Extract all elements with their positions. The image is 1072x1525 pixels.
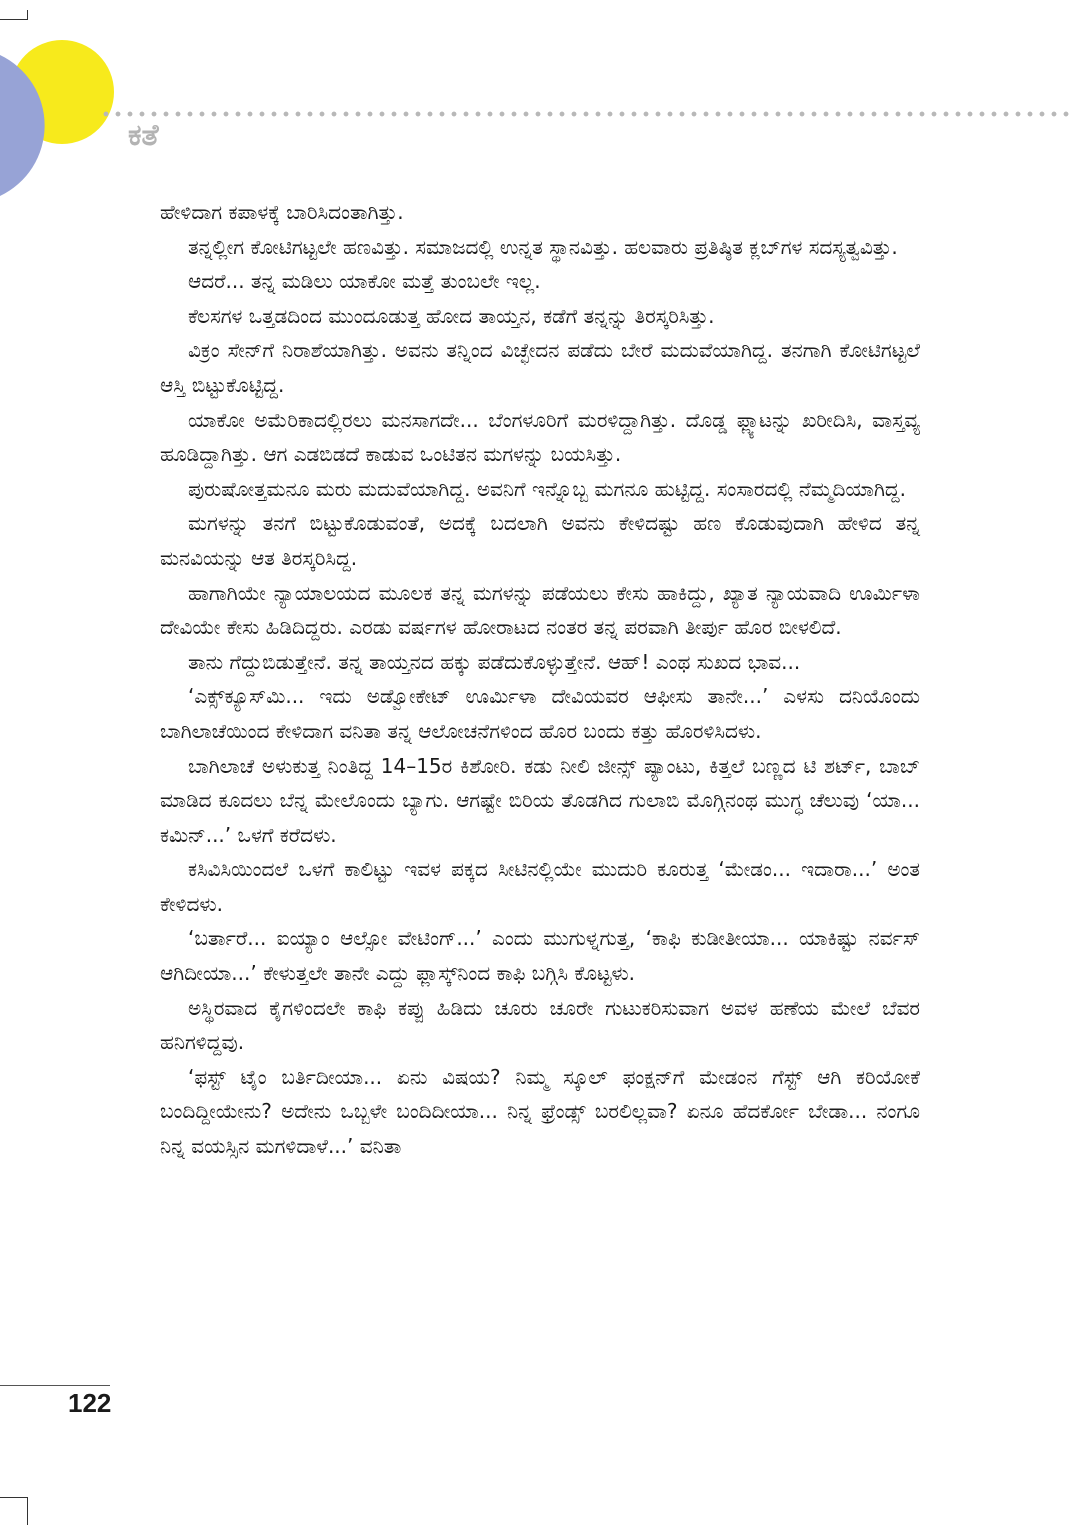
dotted-rule [100,110,1072,118]
page-number: 122 [68,1388,112,1418]
paragraph: ‘ಫಸ್ಟ್ ಟೈಂ ಬರ್ತಿದೀಯಾ... ಏನು ವಿಷಯ? ನಿಮ್ಮ ಸ್ಕೂಲ್ ಫಂಕ್ಷನ್‌ಗೆ ಮೇಡಂನ ಗೆಸ್ಟ್ ಆಗಿ ಕರಿಯೋಕೆ ಬಂದಿದ್ದೀಯೇನು? ಅದೇನು ಒಬ್ಬಳೇ ಬಂದಿದೀಯಾ... ನಿನ್ನ ಫ್ರೆಂಡ್ಸ್ ಬರಲಿಲ್ಲವಾ? ಏನೂ ಹೆದರ್ಕೋ ಬೇಡಾ... ನಂಗೂ ನಿನ್ನ ವಯಸ್ಸಿನ ಮಗಳಿದಾಳೆ...’ ವನಿತಾ [160,1064,920,1159]
paragraph: ತಾನು ಗೆದ್ದುಬಿಡುತ್ತೇನೆ. ತನ್ನ ತಾಯ್ತನದ ಹಕ್ಕು ಪಡೆದುಕೊಳ್ಳುತ್ತೇನೆ. ಆಹ್! ಎಂಥ ಸುಖದ ಭಾವ... [188,649,801,674]
paragraph: ಕಸಿವಿಸಿಯಿಂದಲೆ ಒಳಗೆ ಕಾಲಿಟ್ಟು ಇವಳ ಪಕ್ಕದ ಸೀಟಿನಲ್ಲಿಯೇ ಮುದುರಿ ಕೂರುತ್ತ ‘ಮೇಡಂ... ಇದಾರಾ...’ ಅಂತ ಕೇಳಿದಳು. [160,857,920,916]
paragraph: ಹಾಗಾಗಿಯೇ ನ್ಯಾಯಾಲಯದ ಮೂಲಕ ತನ್ನ ಮಗಳನ್ನು ಪಡೆಯಲು ಕೇಸು ಹಾಕಿದ್ದು, ಖ್ಯಾತ ನ್ಯಾಯವಾದಿ ಊರ್ಮಿಳಾ ದೇವಿಯೇ ಕೇಸು ಹಿಡಿದಿದ್ದರು. ಎರಡು ವರ್ಷಗಳ ಹೋರಾಟದ ನಂತರ ತನ್ನ ಪರವಾಗಿ ತೀರ್ಪು ಹೊರ ಬೀಳಲಿದೆ. [160,580,920,640]
paragraph: ‘ಬರ್ತಾರೆ... ಐಯ್ಯಾಂ ಆಲ್ಸೋ ವೇಟಿಂಗ್...’ ಎಂದು ಮುಗುಳ್ನಗುತ್ತ, ‘ಕಾಫಿ ಕುಡೀತೀಯಾ... ಯಾಕಿಷ್ಟು ನರ್ವಸ್ ಆಗಿದೀಯಾ...’ ಕೇಳುತ್ತಲೇ ತಾನೇ ಎದ್ದು ಫ್ಲಾಸ್ಕ್‌ನಿಂದ ಕಾಫಿ ಬಗ್ಗಿಸಿ ಕೊಟ್ಟಳು. [160,926,920,986]
paragraph: ಪುರುಷೋತ್ತಮನೂ ಮರು ಮದುವೆಯಾಗಿದ್ದ. ಅವನಿಗೆ ಇನ್ನೊಬ್ಬ ಮಗನೂ ಹುಟ್ಟಿದ್ದ. ಸಂಸಾರದಲ್ಲಿ ನೆಮ್ಮದಿಯಾಗಿದ್ದ. [188,476,906,501]
paragraph: ಆದರೆ... ತನ್ನ ಮಡಿಲು ಯಾಕೋ ಮತ್ತೆ ತುಂಬಲೇ ಇಲ್ಲ. [188,269,541,294]
story-body [160,195,920,1164]
paragraph: ಯಾಕೋ ಅಮೆರಿಕಾದಲ್ಲಿರಲು ಮನಸಾಗದೇ... ಬೆಂಗಳೂರಿಗೆ ಮರಳಿದ್ದಾಗಿತ್ತು. ದೊಡ್ಡ ಫ್ಲ್ಯಾಟನ್ನು ಖರೀದಿಸಿ, ವಾಸ್ತವ್ಯ ಹೂಡಿದ್ದಾಗಿತ್ತು. ಆಗ ಎಡಬಿಡದೆ ಕಾಡುವ ಒಂಟಿತನ ಮಗಳನ್ನು ಬಯಸಿತ್ತು. [160,407,920,467]
paragraph: ಹೇಳಿದಾಗ ಕಪಾಳಕ್ಕೆ ಬಾರಿಸಿದಂತಾಗಿತ್ತು. [160,200,404,224]
paragraph: ಬಾಗಿಲಾಚೆ ಅಳುಕುತ್ತ ನಿಂತಿದ್ದ 14–15ರ ಕಿಶೋರಿ. ಕಡು ನೀಲಿ ಜೀನ್ಸ್ ಪ್ಯಾಂಟು, ಕಿತ್ತಲೆ ಬಣ್ಣದ ಟಿ ಶರ್ಟ್, ಬಾಬ್ ಮಾಡಿದ ಕೂದಲು ಬೆನ್ನ ಮೇಲೊಂದು ಬ್ಯಾಗು. ಆಗಷ್ಟೇ ಬಿರಿಯ ತೊಡಗಿದ ಗುಲಾಬಿ ಮೊಗ್ಗಿನಂಥ ಮುಗ್ಧ ಚೆಲುವು ‘ಯಾ... ಕಮಿನ್...’ ಒಳಗೆ ಕರೆದಳು. [160,753,920,847]
footer-rule [0,1385,110,1386]
paragraph: ಕೆಲಸಗಳ ಒತ್ತಡದಿಂದ ಮುಂದೂಡುತ್ತ ಹೋದ ತಾಯ್ತನ, ಕಡೆಗೆ ತನ್ನನ್ನು ತಿರಸ್ಕರಿಸಿತ್ತು. [188,303,715,328]
decorative-circles [0,40,120,200]
crop-mark-top [0,10,28,20]
paragraph: ‘ಎಕ್ಸ್‌ಕ್ಯೂಸ್‌ಮಿ... ಇದು ಅಡ್ವೋಕೇಟ್ ಊರ್ಮಿಳಾ ದೇವಿಯವರ ಆಫೀಸು ತಾನೇ...’ ಎಳಸು ದನಿಯೊಂದು ಬಾಗಿಲಾಚೆಯಿಂದ ಕೇಳಿದಾಗ ವನಿತಾ ತನ್ನ ಆಲೋಚನೆಗಳಿಂದ ಹೊರ ಬಂದು ಕತ್ತು ಹೊರಳಿಸಿದಳು. [160,684,920,743]
crop-mark-bottom [0,1497,28,1525]
paragraph: ಮಗಳನ್ನು ತನಗೆ ಬಿಟ್ಟುಕೊಡುವಂತೆ, ಅದಕ್ಕೆ ಬದಲಾಗಿ ಅವನು ಕೇಳಿದಷ್ಟು ಹಣ ಕೊಡುವುದಾಗಿ ಹೇಳಿದ ತನ್ನ ಮನವಿಯನ್ನು ಆತ ತಿರಸ್ಕರಿಸಿದ್ದ. [160,511,920,570]
paragraph: ಅಸ್ಥಿರವಾದ ಕೈಗಳಿಂದಲೇ ಕಾಫಿ ಕಪ್ಪು ಹಿಡಿದು ಚೂರು ಚೂರೇ ಗುಟುಕರಿಸುವಾಗ ಅವಳ ಹಣೆಯ ಮೇಲೆ ಬೆವರ ಹನಿಗಳಿದ್ದವು. [160,995,920,1055]
paragraph: ತನ್ನಲ್ಲೀಗ ಕೋಟಿಗಟ್ಟಲೇ ಹಣವಿತ್ತು. ಸಮಾಜದಲ್ಲಿ ಉನ್ನತ ಸ್ಥಾನವಿತ್ತು. ಹಲವಾರು ಪ್ರತಿಷ್ಠಿತ ಕ್ಲಬ್‌ಗಳ ಸದಸ್ಯತ್ವವಿತ್ತು. [188,234,898,259]
section-label: ಕತೆ [128,118,159,153]
paragraph: ವಿಕ್ರಂ ಸೇನ್‌ಗೆ ನಿರಾಶೆಯಾಗಿತ್ತು. ಅವನು ತನ್ನಿಂದ ವಿಚ್ಛೇದನ ಪಡೆದು ಬೇರೆ ಮದುವೆಯಾಗಿದ್ದ. ತನಗಾಗಿ ಕೋಟಿಗಟ್ಟಲೆ ಆಸ್ತಿ ಬಿಟ್ಟುಕೊಟ್ಟಿದ್ದ. [160,338,920,397]
